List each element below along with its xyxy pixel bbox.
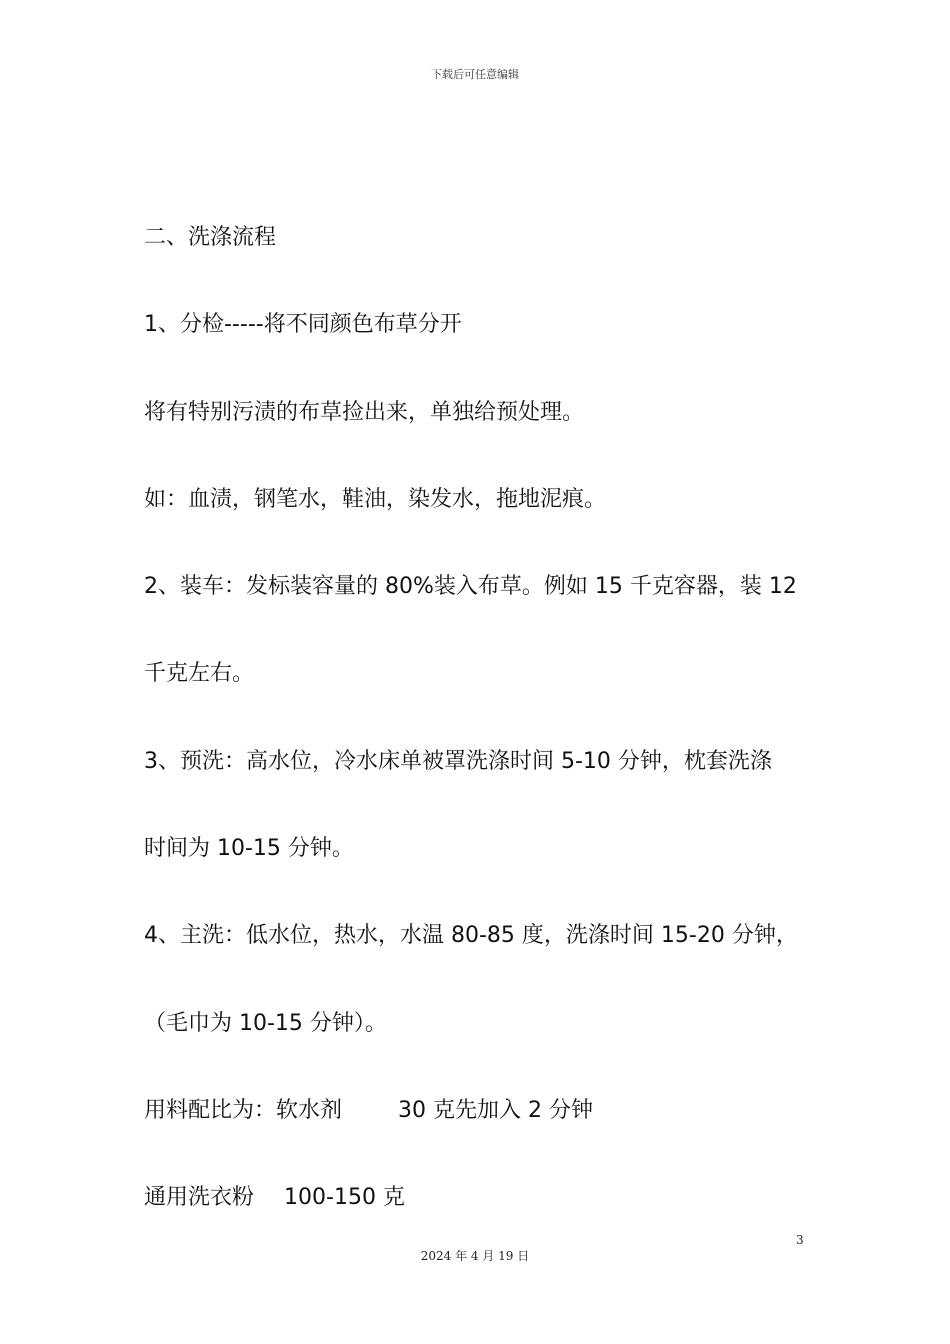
page-number: 3 (796, 1233, 804, 1247)
paragraph-line: 1、分检-----将不同颜色布草分开 (144, 312, 462, 338)
paragraph-line: 2、装车：发标装容量的 80%装入布草。例如 15 千克容器，装 12 (144, 574, 797, 600)
powder-label: 通用洗衣粉 (144, 1185, 255, 1211)
paragraph-line: 3、预洗：高水位，冷水床单被罩洗涤时间 5-10 分钟，枕套洗涤 (144, 748, 772, 774)
ratio-line (144, 1087, 816, 1135)
paragraph-line: 时间为 10-15 分钟。 (144, 836, 354, 862)
paragraph-line: 千克左右。 (144, 661, 255, 687)
powder-value: 100-150 克 (284, 1185, 405, 1211)
section-heading: 二、洗涤流程 (144, 225, 277, 250)
powder-line (144, 1174, 816, 1222)
paragraph-line: （毛巾为 10-15 分钟）。 (144, 1010, 387, 1036)
page-header: 下载后可任意编辑 (431, 68, 519, 81)
footer-date: 2024 年 4 月 19 日 (420, 1249, 530, 1263)
paragraph-line: 如：血渍，钢笔水，鞋油，染发水，拖地泥痕。 (144, 486, 607, 512)
document-body (144, 214, 816, 1262)
ratio-label: 用料配比为：软水剂 (144, 1097, 343, 1123)
ratio-value: 30 克先加入 2 分钟 (398, 1097, 593, 1123)
paragraph-line: 4、主洗：低水位，热水，水温 80-85 度，洗涤时间 15-20 分钟， (144, 923, 798, 949)
paragraph-line: 将有特别污渍的布草捡出来，单独给预处理。 (144, 399, 585, 425)
